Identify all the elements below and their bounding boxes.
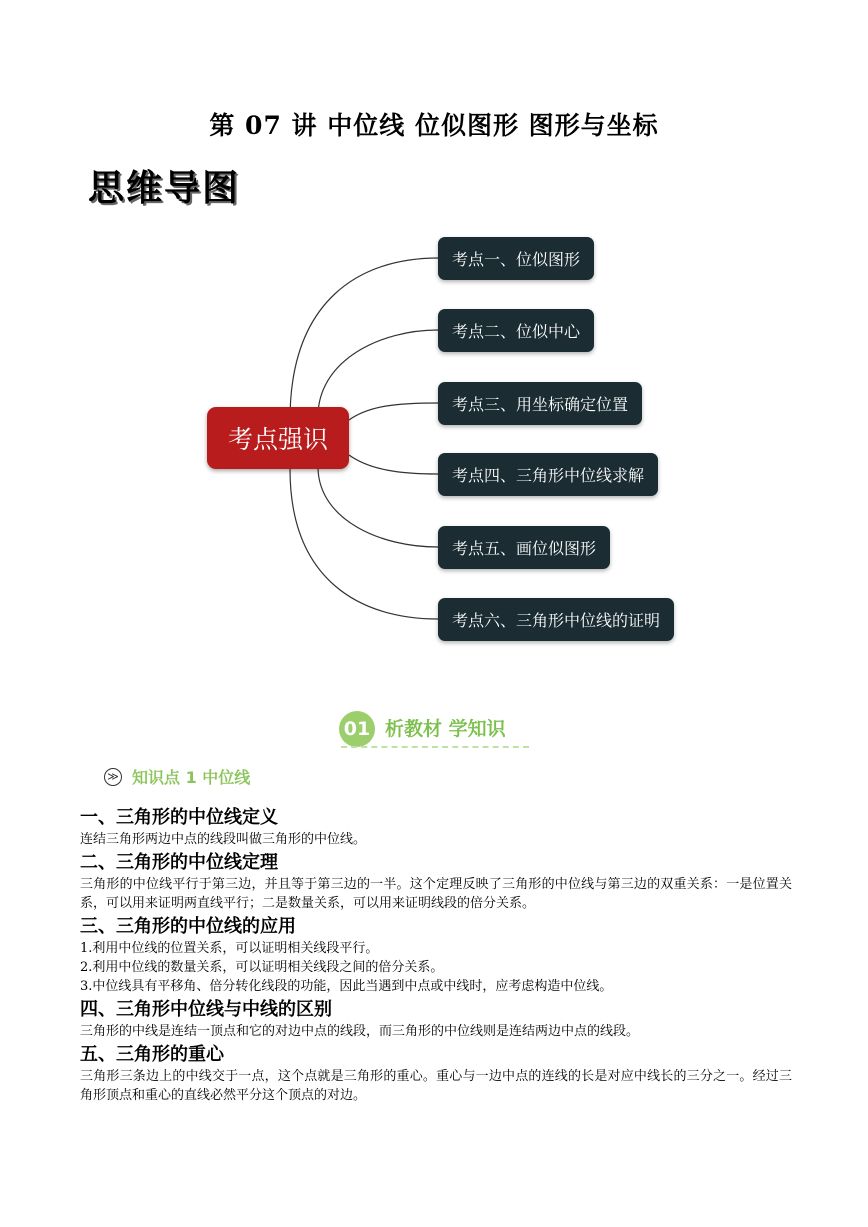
section-number: 01 (339, 711, 375, 747)
section-heading: 一、三角形的中位线定义 (80, 807, 278, 828)
section-badge (339, 710, 539, 750)
connector-2 (318, 330, 438, 414)
knowledge-point-row (104, 765, 250, 788)
mindmap-branch-6: 考点六、三角形中位线的证明 (438, 598, 674, 641)
mindmap-branch-1: 考点一、位似图形 (438, 237, 594, 280)
section-heading: 四、三角形中位线与中线的区别 (80, 999, 332, 1020)
section-heading: 五、三角形的重心 (80, 1044, 224, 1065)
connector-1 (290, 258, 438, 420)
connector-4 (349, 455, 438, 474)
section-heading: 二、三角形的中位线定理 (80, 852, 278, 873)
document-title: 第 07 讲 中位线 位似图形 图形与坐标 (209, 111, 659, 140)
section-centroid (80, 1043, 792, 1105)
mindmap-branch-4: 考点四、三角形中位线求解 (438, 453, 658, 496)
section-theorem (80, 851, 792, 913)
section-paragraph: 1.利用中位线的位置关系，可以证明相关线段平行。 (80, 941, 379, 956)
section-paragraph: 三角形的中线是连结一顶点和它的对边中点的线段，而三角形的中位线则是连结两边中点的线段。 (80, 1024, 640, 1039)
section-heading: 三、三角形的中位线的应用 (80, 916, 296, 937)
section-paragraph: 三角形的中位线平行于第三边，并且等于第三边的一半。这个定理反映了三角形的中位线与第三边的双重关系：一是位置关系，可以用来证明两直线平行；二是数量关系，可以用来证明线段的倍分关系。 (80, 877, 792, 911)
mindmap-branch-2: 考点二、位似中心 (438, 309, 594, 352)
mindmap-heading: 思维导图 (88, 168, 241, 209)
section-paragraph: 三角形三条边上的中线交于一点，这个点就是三角形的重心。重心与一边中点的连线的长是对应中线长的三分之一。经过三角形顶点和重心的直线必然平分这个顶点的对边。 (80, 1069, 792, 1103)
section-label: 析教材 学知识 (385, 718, 506, 740)
section-application (80, 915, 792, 996)
double-chevron-icon: ≫ (104, 768, 122, 786)
section-underline (341, 746, 529, 748)
connector-3 (349, 403, 438, 420)
knowledge-point-label: 知识点 1 中位线 (132, 768, 251, 787)
connector-5 (318, 469, 438, 547)
section-definition (80, 806, 792, 849)
section-paragraph: 3.中位线具有平移角、倍分转化线段的功能，因此当遇到中点或中线时，应考虑构造中位线。 (80, 979, 613, 994)
mindmap-branch-3: 考点三、用坐标确定位置 (438, 382, 642, 425)
section-paragraph: 2.利用中位线的数量关系，可以证明相关线段之间的倍分关系。 (80, 960, 444, 975)
connector-6 (290, 469, 438, 619)
mindmap-branch-5: 考点五、画位似图形 (438, 526, 610, 569)
section-paragraph: 连结三角形两边中点的线段叫做三角形的中位线。 (80, 832, 367, 847)
section-difference (80, 998, 792, 1041)
content-body (80, 806, 792, 1107)
mindmap-root-node: 考点强识 (207, 407, 349, 469)
